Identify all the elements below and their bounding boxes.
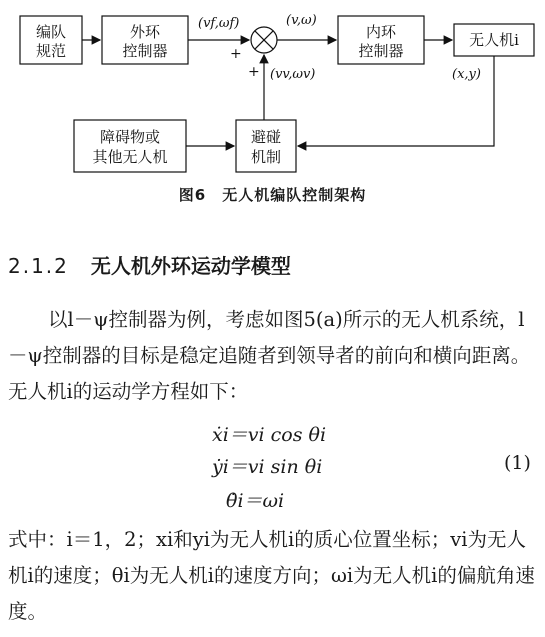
plus-sign-bottom: + (248, 64, 260, 80)
vf-wf-label: (vf,ωf) (198, 16, 240, 31)
equation-3: θ̇i＝ωi (226, 490, 285, 512)
section-title: 无人机外环运动学模型 (90, 254, 291, 278)
formation-label-1: 编队 (35, 23, 67, 41)
control-architecture-diagram (0, 0, 545, 182)
figure-caption: 图6 无人机编队控制架构 (178, 186, 367, 204)
equation-1: ẋi＝vi cos θi (212, 424, 327, 446)
vv-wv-label: (vv,ωv) (270, 67, 316, 82)
inner-controller-label-2: 控制器 (358, 42, 404, 60)
formation-label-2: 规范 (35, 42, 67, 60)
avoidance-label-1: 避碰 (250, 128, 282, 146)
plus-sign-left: + (230, 46, 242, 62)
equation-2: ẏi＝vi sin θi (212, 456, 323, 478)
section-number: 2.1.2 (8, 254, 69, 278)
equation-number: (1) (504, 452, 531, 474)
section-heading (8, 250, 291, 279)
obstacle-label-2: 其他无人机 (92, 148, 168, 166)
obstacle-label-1: 障碍物或 (99, 128, 161, 146)
outer-controller-label-1: 外环 (129, 23, 161, 41)
inner-controller-label-1: 内环 (365, 23, 397, 41)
outer-controller-label-2: 控制器 (122, 42, 168, 60)
v-w-label: (v,ω) (286, 13, 317, 28)
xy-label: (x,y) (452, 67, 481, 82)
uav-label: 无人机i (469, 31, 519, 49)
paragraph-2: 式中：i＝1，2；xi和yi为无人机i的质心位置坐标；vi为无人机i的速度；θi为无人机i的速度方向；ωi为无人机i的偏航角速度。 (8, 528, 535, 623)
avoidance-label-2: 机制 (250, 148, 282, 166)
paragraph-1: 以l－ψ控制器为例，考虑如图5(a)所示的无人机系统，l－ψ控制器的目标是稳定追随者到领导者的前向和横向距离。无人机i的运动学方程如下： (8, 308, 531, 403)
